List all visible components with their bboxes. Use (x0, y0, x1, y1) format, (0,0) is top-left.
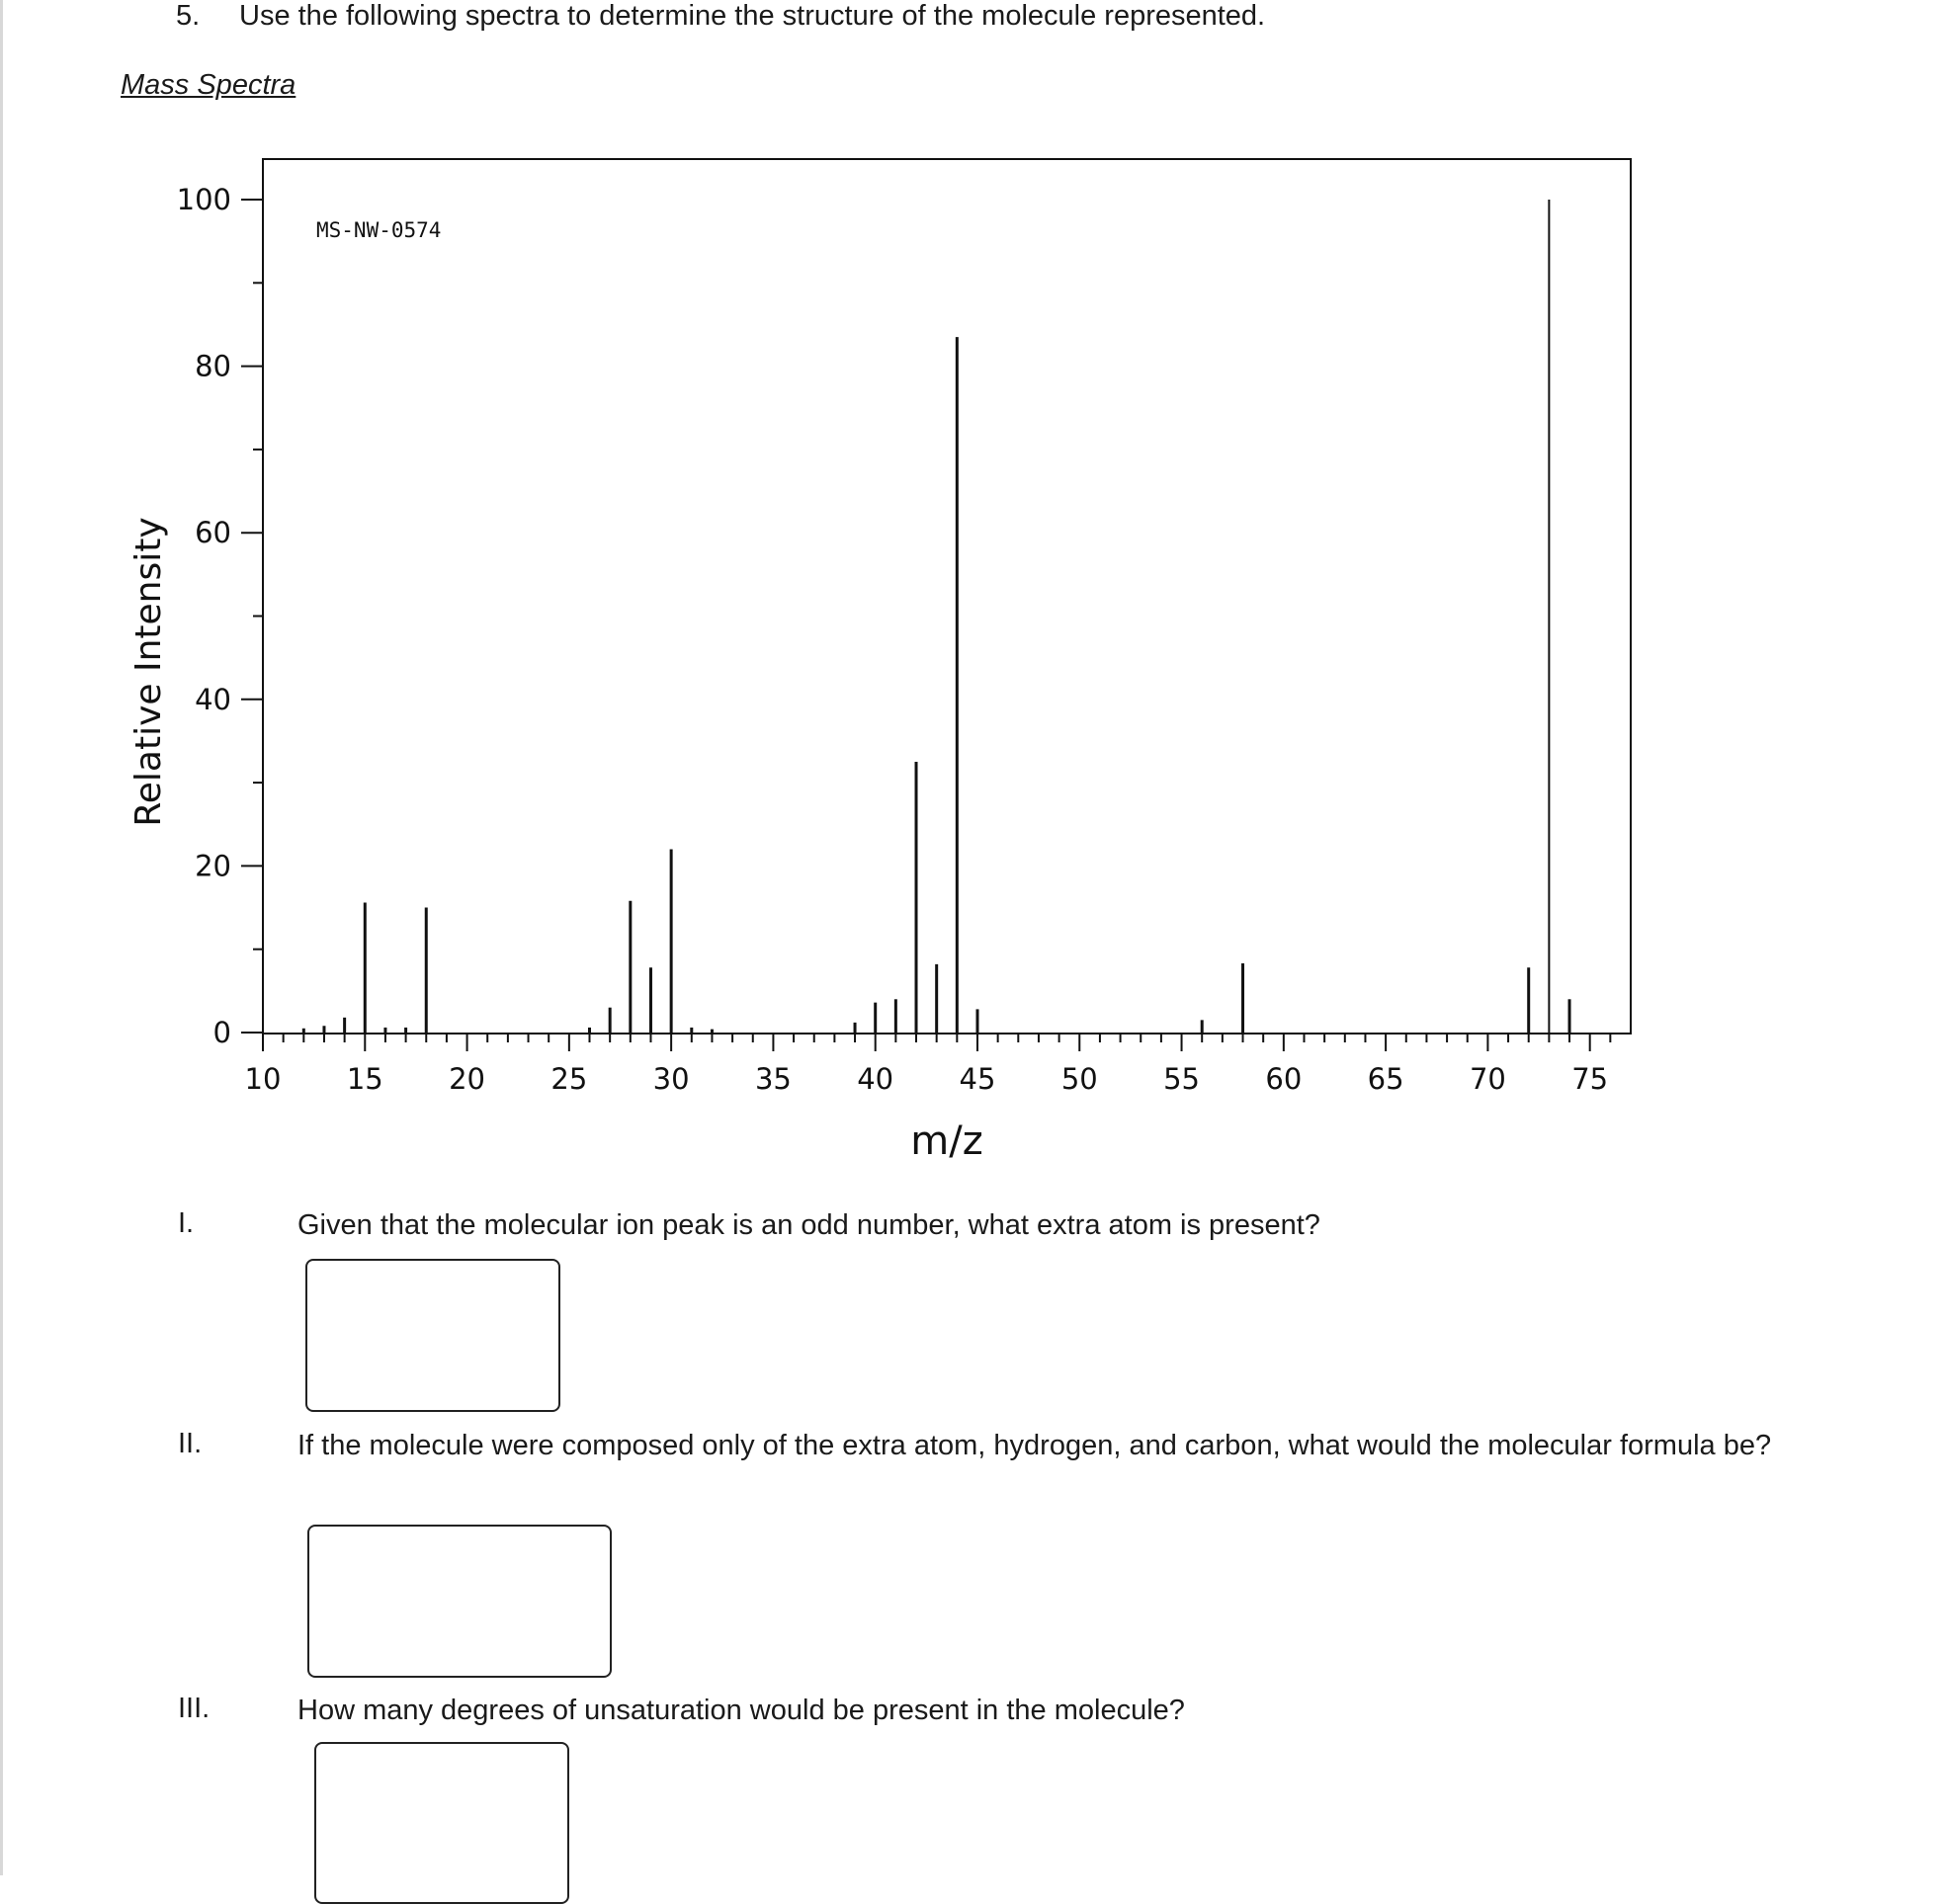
x-tick-label: 70 (1469, 1062, 1506, 1096)
y-tick-label: 80 (195, 349, 231, 383)
x-tick-label: 10 (244, 1062, 282, 1096)
answer-box-1[interactable] (305, 1259, 560, 1412)
x-tick-label: 15 (346, 1062, 383, 1096)
subquestion-3-text: How many degrees of unsaturation would be present in the molecule? (297, 1695, 1185, 1726)
y-axis (177, 183, 263, 1049)
x-tick-label: 50 (1060, 1062, 1098, 1096)
section-title: Mass Spectra (121, 69, 296, 101)
question-text: Use the following spectra to determine the structure of the molecule represented. (239, 0, 1266, 32)
y-axis-label: Relative Intensity (128, 517, 169, 827)
subquestion-2-text: If the molecule were composed only of the extra atom, hydrogen, and carbon, what would the molecular formula be? (297, 1430, 1772, 1461)
y-tick-label: 100 (176, 183, 231, 216)
x-tick-label: 20 (449, 1062, 486, 1096)
y-tick-label: 60 (195, 516, 231, 550)
y-tick-label: 20 (195, 849, 231, 883)
x-tick-label: 35 (754, 1062, 792, 1096)
x-tick-label: 60 (1265, 1062, 1303, 1096)
subquestion-2-number: II. (178, 1428, 203, 1459)
x-tick-label: 25 (550, 1062, 588, 1096)
plot-frame (263, 159, 1631, 1034)
subquestion-1-text: Given that the molecular ion peak is an odd number, what extra atom is present? (297, 1209, 1320, 1241)
subquestion-1-number: I. (178, 1207, 195, 1239)
x-tick-label: 45 (959, 1062, 996, 1096)
x-tick-label: 55 (1163, 1062, 1201, 1096)
answer-box-2[interactable] (307, 1525, 612, 1678)
subquestion-3-number: III. (178, 1693, 211, 1724)
chart-title: MS-NW-0574 (316, 218, 442, 242)
question-number: 5. (176, 0, 201, 32)
peaks (303, 200, 1569, 1033)
answer-box-3[interactable] (314, 1742, 569, 1904)
y-tick-label: 40 (195, 682, 231, 716)
x-tick-label: 40 (857, 1062, 894, 1096)
y-tick-label: 0 (212, 1016, 231, 1049)
x-tick-label: 75 (1571, 1062, 1609, 1096)
x-axis (245, 1034, 1611, 1096)
x-tick-label: 30 (652, 1062, 690, 1096)
x-tick-label: 65 (1367, 1062, 1404, 1096)
x-axis-label: m/z (910, 1118, 983, 1164)
